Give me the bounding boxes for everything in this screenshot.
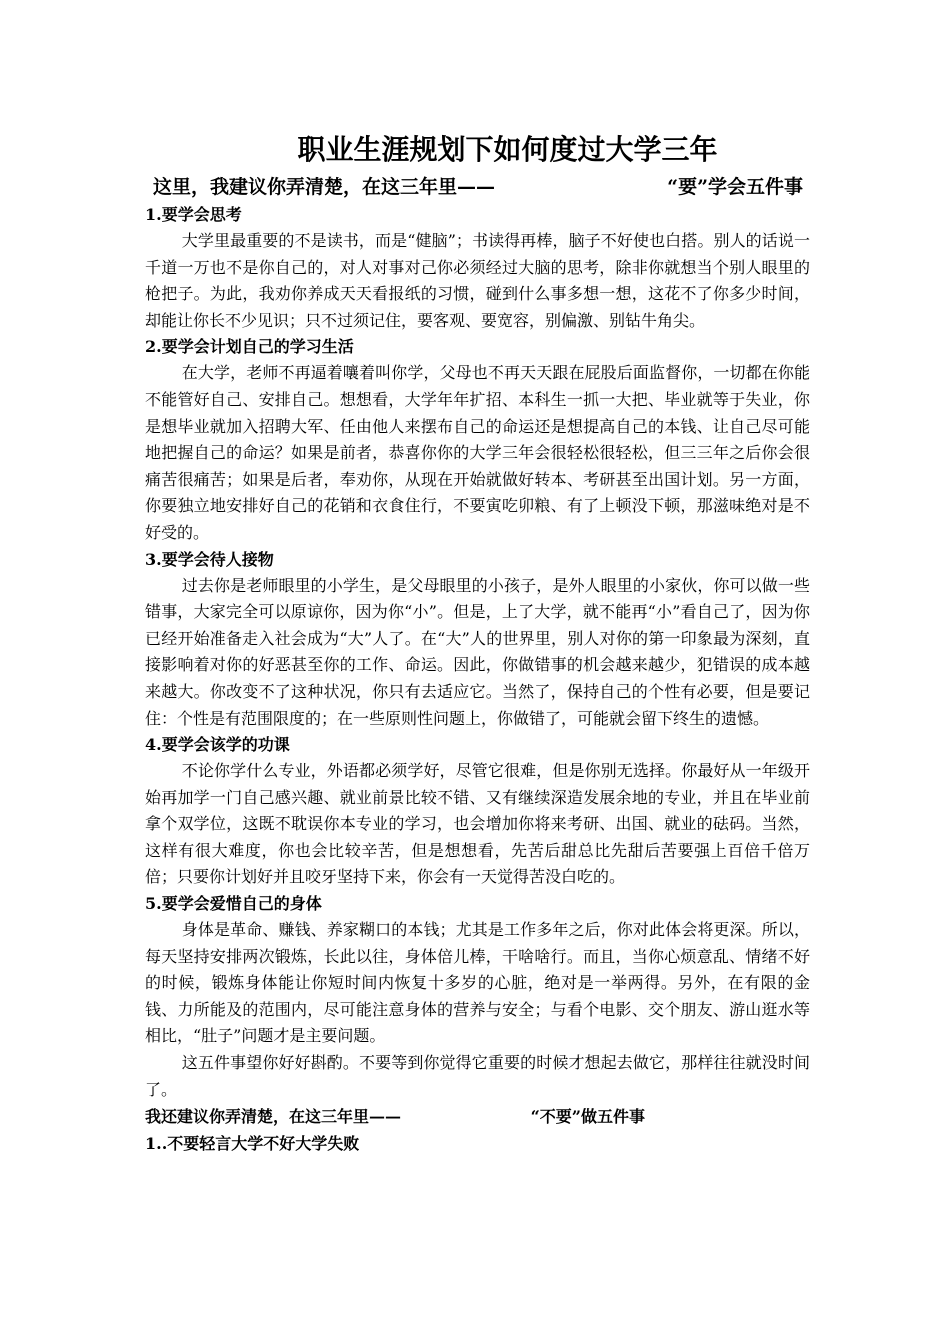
section-paragraph: 身体是革命、赚钱、养家糊口的本钱；尤其是工作多年之后，你对此体会将更深。所以，每天坚持安排两次锻炼，长此以往，身体倍儿棒，干啥啥行。而且，当你心烦意乱、情绪不好的时候，锻炼身体能让你短时间内恢复十多岁的心脏，绝对是一举两得。另外，在有限的金钱、力所能及的范围内，尽可能注意身体的营养与安全；与看个电影、交个朋友、游山逛水等相比，“肚子”问题才是主要问题。 — [145, 920, 810, 1046]
section-3 — [145, 547, 810, 733]
document-title: 职业生涯规划下如何度过大学三年 — [297, 133, 718, 166]
section-heading: 5.要学会爱惜自己的身体 — [145, 894, 322, 914]
subtitle-left: 这里，我建议你弄清楚，在这三年里—— — [153, 176, 496, 198]
section-2 — [145, 334, 810, 546]
section-paragraph-summary: 这五件事望你好好斟酌。不要等到你觉得它重要的时候才想起去做它，那样往往就没时间了。 — [145, 1053, 810, 1099]
section-heading: 3.要学会待人接物 — [145, 549, 274, 569]
closing-item-1: 1..不要轻言大学不好大学失败 — [145, 1134, 360, 1154]
closing-heading-dont-do — [145, 1103, 645, 1131]
section-paragraph: 不论你学什么专业，外语都必须学好，尽管它很难，但是你别无选择。你最好从一年级开始再加学一门自己感兴趣、就业前景比较不错、又有继续深造发展余地的专业，并且在毕业前拿个双学位，这既不耽误你本专业的学习，也会增加你将来考研、出国、就业的砝码。当然，这样有很大难度，你也会比较辛苦，但是想想看，先苦后甜总比先甜后苦要强上百倍千倍万倍；只要你计划好并且咬牙坚持下来，你会有一天觉得苦没白吃的。 — [145, 761, 810, 887]
section-paragraph: 在大学，老师不再逼着嚷着叫你学，父母也不再天天跟在屁股后面监督你，一切都在你能不能管好自己、安排自己。想想看，大学年年扩招、本科生一抓一大把、毕业就等于失业，你是想毕业就加入招聘大军、任由他人来摆布自己的命运还是想提高自己的本钱、让自己尽可能地把握自己的命运？如果是前者，恭喜你你的大学三年会很轻松很轻松，但三三年之后你会很痛苦很痛苦；如果是后者，奉劝你，从现在开始就做好转本、考研甚至出国计划。另一方面，你要独立地安排好自己的花销和衣食住行，不要寅吃卯粮、有了上顿没下顿，那滋味绝对是不好受的。 — [145, 363, 810, 542]
section-5 — [145, 891, 810, 1103]
closing-right: “不要”做五件事 — [530, 1107, 645, 1127]
section-heading: 4.要学会该学的功课 — [145, 735, 290, 755]
section-heading: 2.要学会计划自己的学习生活 — [145, 337, 354, 357]
section-1 — [145, 202, 810, 334]
subtitle-must-do — [145, 172, 803, 202]
section-heading: 1.要学会思考 — [145, 205, 242, 224]
document-page — [145, 130, 810, 1157]
section-paragraph: 过去你是老师眼里的小学生，是父母眼里的小孩子，是外人眼里的小家伙，你可以做一些错事，大家完全可以原谅你，因为你“小”。但是，上了大学，就不能再“小”看自己了，因为你已经开始准备走入社会成为“大”人了。在“大”人的世界里，别人对你的第一印象最为深刻，直接影响着对你的好恶甚至你的工作、命运。因此，你做错事的机会越来越少，犯错误的成本越来越大。你改变不了这种状况，你只有去适应它。当然了，保持自己的个性有必要，但是要记住：个性是有范围限度的；在一些原则性问题上，你做错了，可能就会留下终生的遗憾。 — [145, 575, 810, 728]
closing-left: 我还建议你弄清楚，在这三年里—— — [145, 1107, 402, 1127]
section-4 — [145, 732, 810, 891]
section-paragraph: 大学里最重要的不是读书，而是“健脑”；书读得再棒，脑子不好使也白搭。别人的话说一千道一万也不是你自己的，对人对事对己你必须经过大脑的思考，除非你就想当个别人眼里的枪把子。为此，我劝你养成天天看报纸的习惯，碰到什么事多想一想，这花不了你多少时间，却能让你长不少见识；只不过须记住，要客观、要宽容，别偏激、别钻牛角尖。 — [145, 231, 810, 330]
subtitle-right: “要”学会五件事 — [667, 176, 803, 198]
